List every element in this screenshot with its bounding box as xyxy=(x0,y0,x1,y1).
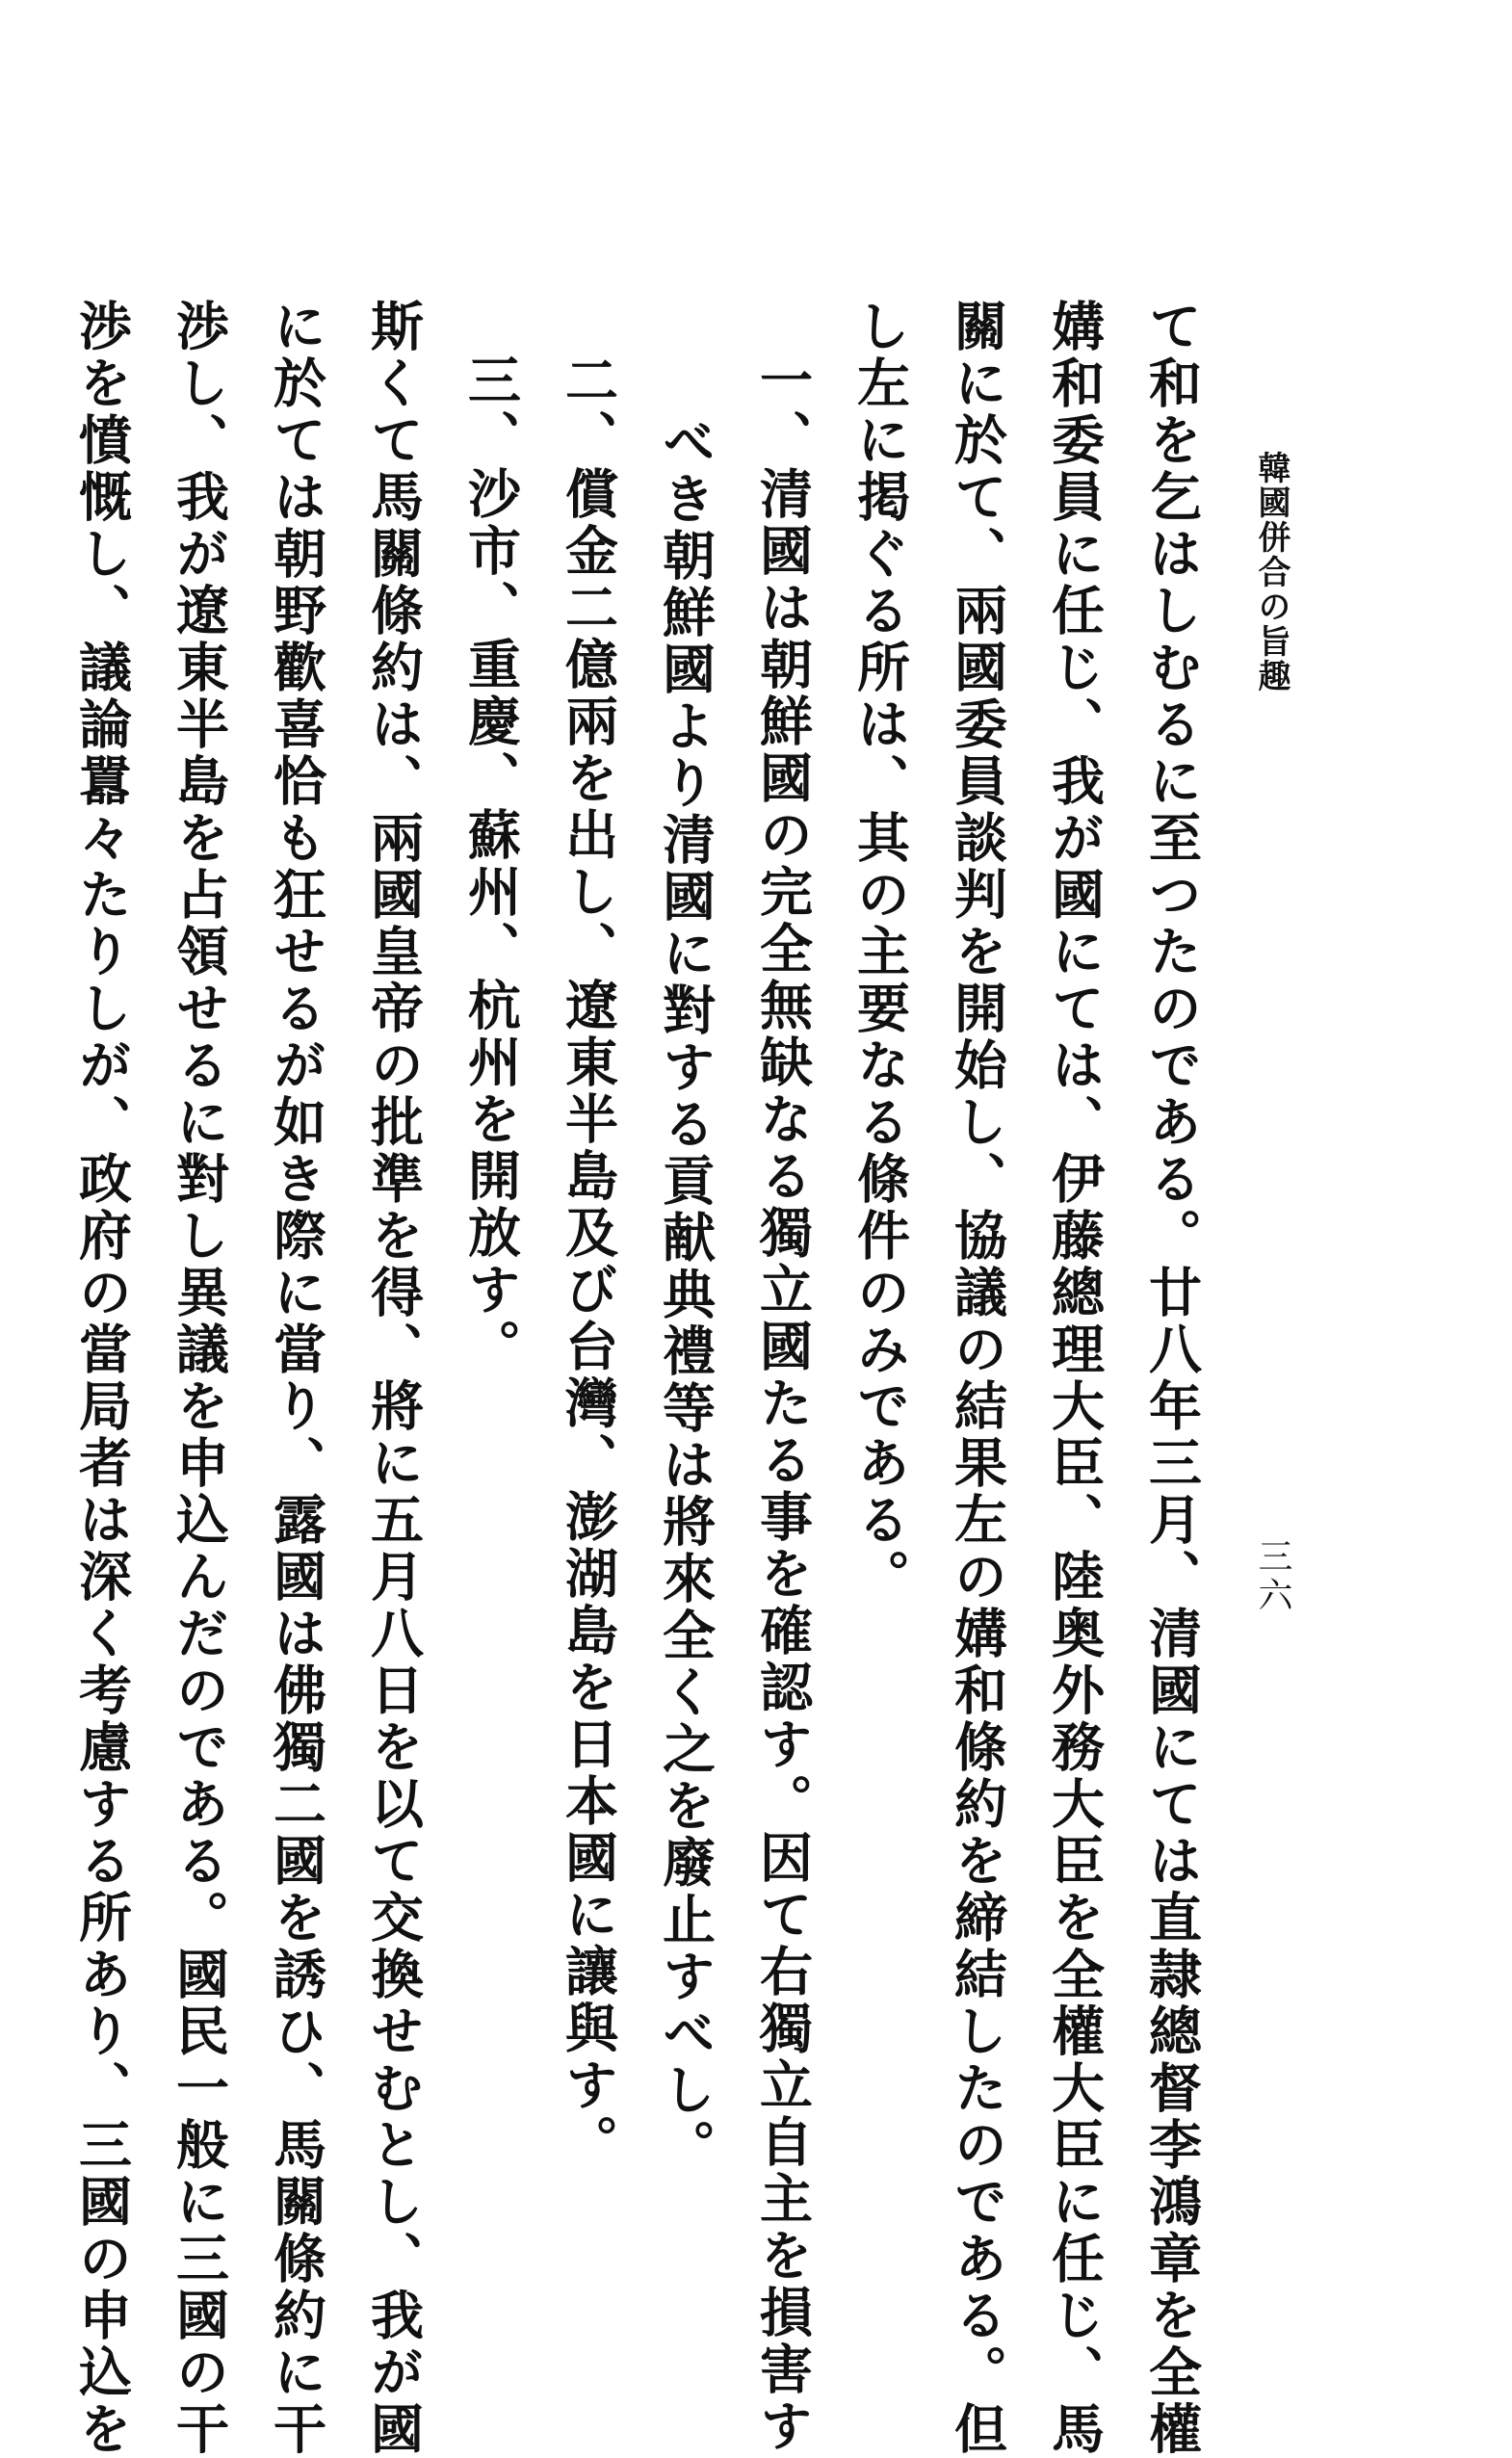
list-item-continuation: べき朝鮮國より清國に對する貢献典禮等は將來全く之を廢止すべし。 xyxy=(654,414,717,2176)
text-line: 媾和委員に任じ、我が國にては、伊藤總理大臣、陸奥外務大臣を全權大臣に任じ、馬 xyxy=(1043,299,1106,2458)
list-item: 二、償金二億兩を出し、遼東半島及び台灣、澎湖島を日本國に讓與す。 xyxy=(557,353,619,2171)
text-line: に於ては朝野歡喜恰も狂せるが如き際に當り、露國は佛獨二國を誘ひ、馬關條約に干 xyxy=(265,299,327,2458)
page-number: 三六 xyxy=(1253,1538,1292,1615)
text-line: て和を乞はしむるに至つたのである。廿八年三月、清國にては直隷總督李鴻章を全權 xyxy=(1140,299,1203,2458)
list-item: 一、清國は朝鮮國の完全無缺なる獨立國たる事を確認す。因て右獨立自主を損害す xyxy=(751,353,814,2455)
text-line: 關に於て、兩國委員談判を開始し、協議の結果左の媾和條約を締結したのである。但 xyxy=(946,299,1008,2458)
text-line: 渉を憤慨し、議論囂々たりしが、政府の當局者は深く考慮する所あり、三國の申込を xyxy=(70,299,133,2458)
list-item: 三、沙市、重慶、蘇州、杭州を開放す。 xyxy=(459,353,522,1375)
text-line: 渉し、我が遼東半島を占領せるに對し異議を申込んだのである。國民一般に三國の干 xyxy=(168,299,230,2458)
text-line: し左に掲ぐる所は、其の主要なる條件のみである。 xyxy=(848,299,911,1606)
text-line: 斯くて馬關條約は、兩國皇帝の批準を得、將に五月八日を以て交換せむとし、我が國 xyxy=(362,299,425,2458)
body-text xyxy=(53,299,1220,2458)
running-title: 韓國併合の旨趣 xyxy=(1252,451,1290,693)
